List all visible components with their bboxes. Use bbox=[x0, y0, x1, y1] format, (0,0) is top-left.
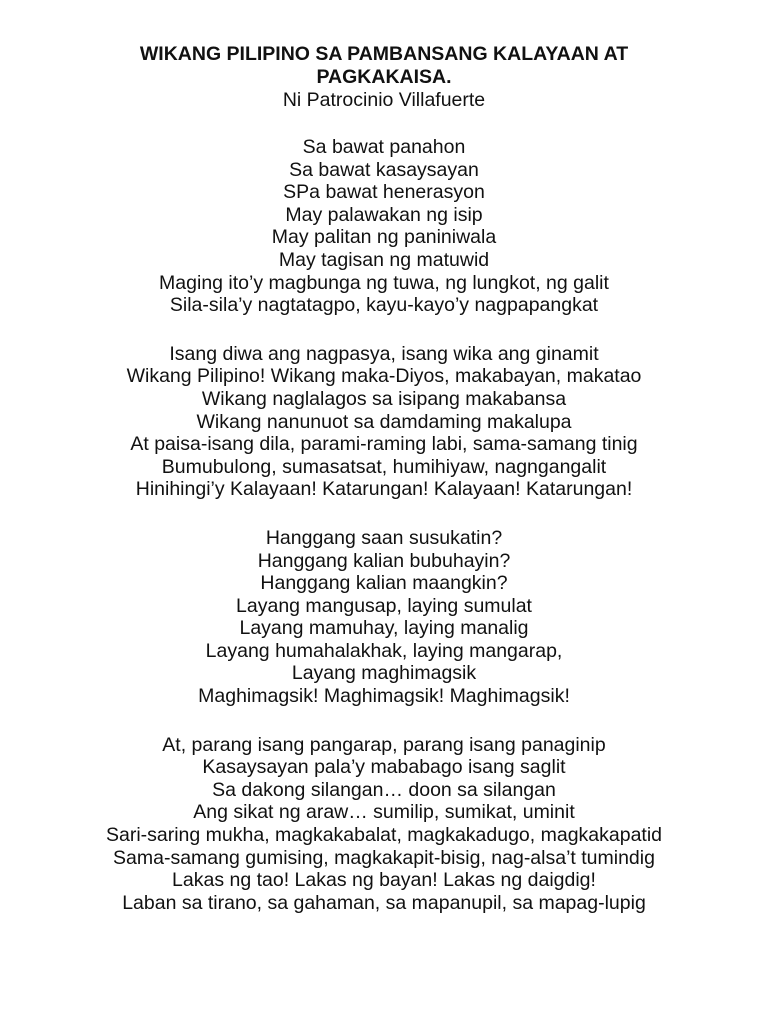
stanza-line: Sari-saring mukha, magkakabalat, magkakadugo, magkakapatid bbox=[105, 824, 663, 847]
stanza-line: Hanggang kalian bubuhayin? bbox=[257, 549, 511, 572]
stanza-line: Wikang Pilipino! Wikang maka-Diyos, makabayan, makatao bbox=[126, 365, 642, 388]
stanza-line: Layang mamuhay, laying manalig bbox=[239, 617, 529, 640]
stanza-line: Sama-samang gumising, magkakapit-bisig, nag-alsa’t tumindig bbox=[113, 846, 655, 869]
stanza-line: Lakas ng tao! Lakas ng bayan! Lakas ng daigdig! bbox=[172, 869, 596, 892]
poem-author: Ni Patrocinio Villafuerte bbox=[282, 89, 486, 111]
stanza-line: Layang mangusap, laying sumulat bbox=[236, 594, 532, 617]
stanza-line: Isang diwa ang nagpasya, isang wika ang ginamit bbox=[169, 342, 599, 365]
stanza-3 bbox=[0, 527, 768, 708]
stanza-line: Laban sa tirano, sa gahaman, sa mapanupil, sa mapag-lupig bbox=[122, 891, 646, 914]
stanza-line: Sa bawat panahon bbox=[302, 136, 466, 158]
stanza-1 bbox=[0, 136, 768, 317]
stanza-line: At paisa-isang dila, parami-raming labi, sama-samang tinig bbox=[130, 433, 638, 456]
stanza-line: Ang sikat ng araw… sumilip, sumikat, uminit bbox=[193, 801, 575, 824]
stanza-line: At, parang isang pangarap, parang isang panaginip bbox=[162, 733, 606, 756]
stanza-line: Wikang nanunuot sa damdaming makalupa bbox=[196, 410, 572, 433]
stanza-line: Hanggang saan susukatin? bbox=[265, 526, 503, 549]
stanza-line: SPa bawat henerasyon bbox=[283, 181, 485, 204]
stanza-line: Sila-sila’y nagtatagpo, kayu-kayo’y nagpapangkat bbox=[169, 294, 599, 317]
stanza-line: Kasaysayan pala’y mababago isang saglit bbox=[202, 756, 566, 779]
stanza-line: Maghimagsik! Maghimagsik! Maghimagsik! bbox=[198, 685, 570, 708]
stanza-line: Layang humahalakhak, laying mangarap, bbox=[205, 639, 563, 662]
stanza-line: Hanggang kalian maangkin? bbox=[260, 572, 508, 595]
stanza-line: May palitan ng paniniwala bbox=[271, 226, 497, 249]
stanza-4 bbox=[0, 734, 768, 915]
stanza-line: May palawakan ng isip bbox=[285, 203, 483, 226]
stanza-line: Bumubulong, sumasatsat, humihiyaw, nagngangalit bbox=[161, 455, 607, 478]
stanza-line: Wikang naglalagos sa isipang makabansa bbox=[201, 387, 567, 410]
poem-title: WIKANG PILIPINO SA PAMBANSANG KALAYAAN AT PAGKAKAISA. bbox=[139, 43, 629, 88]
stanza-line: May tagisan ng matuwid bbox=[278, 248, 490, 271]
stanza-line: Layang maghimagsik bbox=[291, 662, 477, 685]
stanza-2 bbox=[0, 343, 768, 501]
stanza-line: Sa bawat kasaysayan bbox=[289, 158, 479, 181]
stanza-line: Maging ito’y magbunga ng tuwa, ng lungkot, ng galit bbox=[159, 271, 609, 294]
stanza-line: Sa dakong silangan… doon sa silangan bbox=[212, 778, 556, 801]
stanza-line: Hinihingi’y Kalayaan! Katarungan! Kalayaan! Katarungan! bbox=[135, 478, 633, 501]
